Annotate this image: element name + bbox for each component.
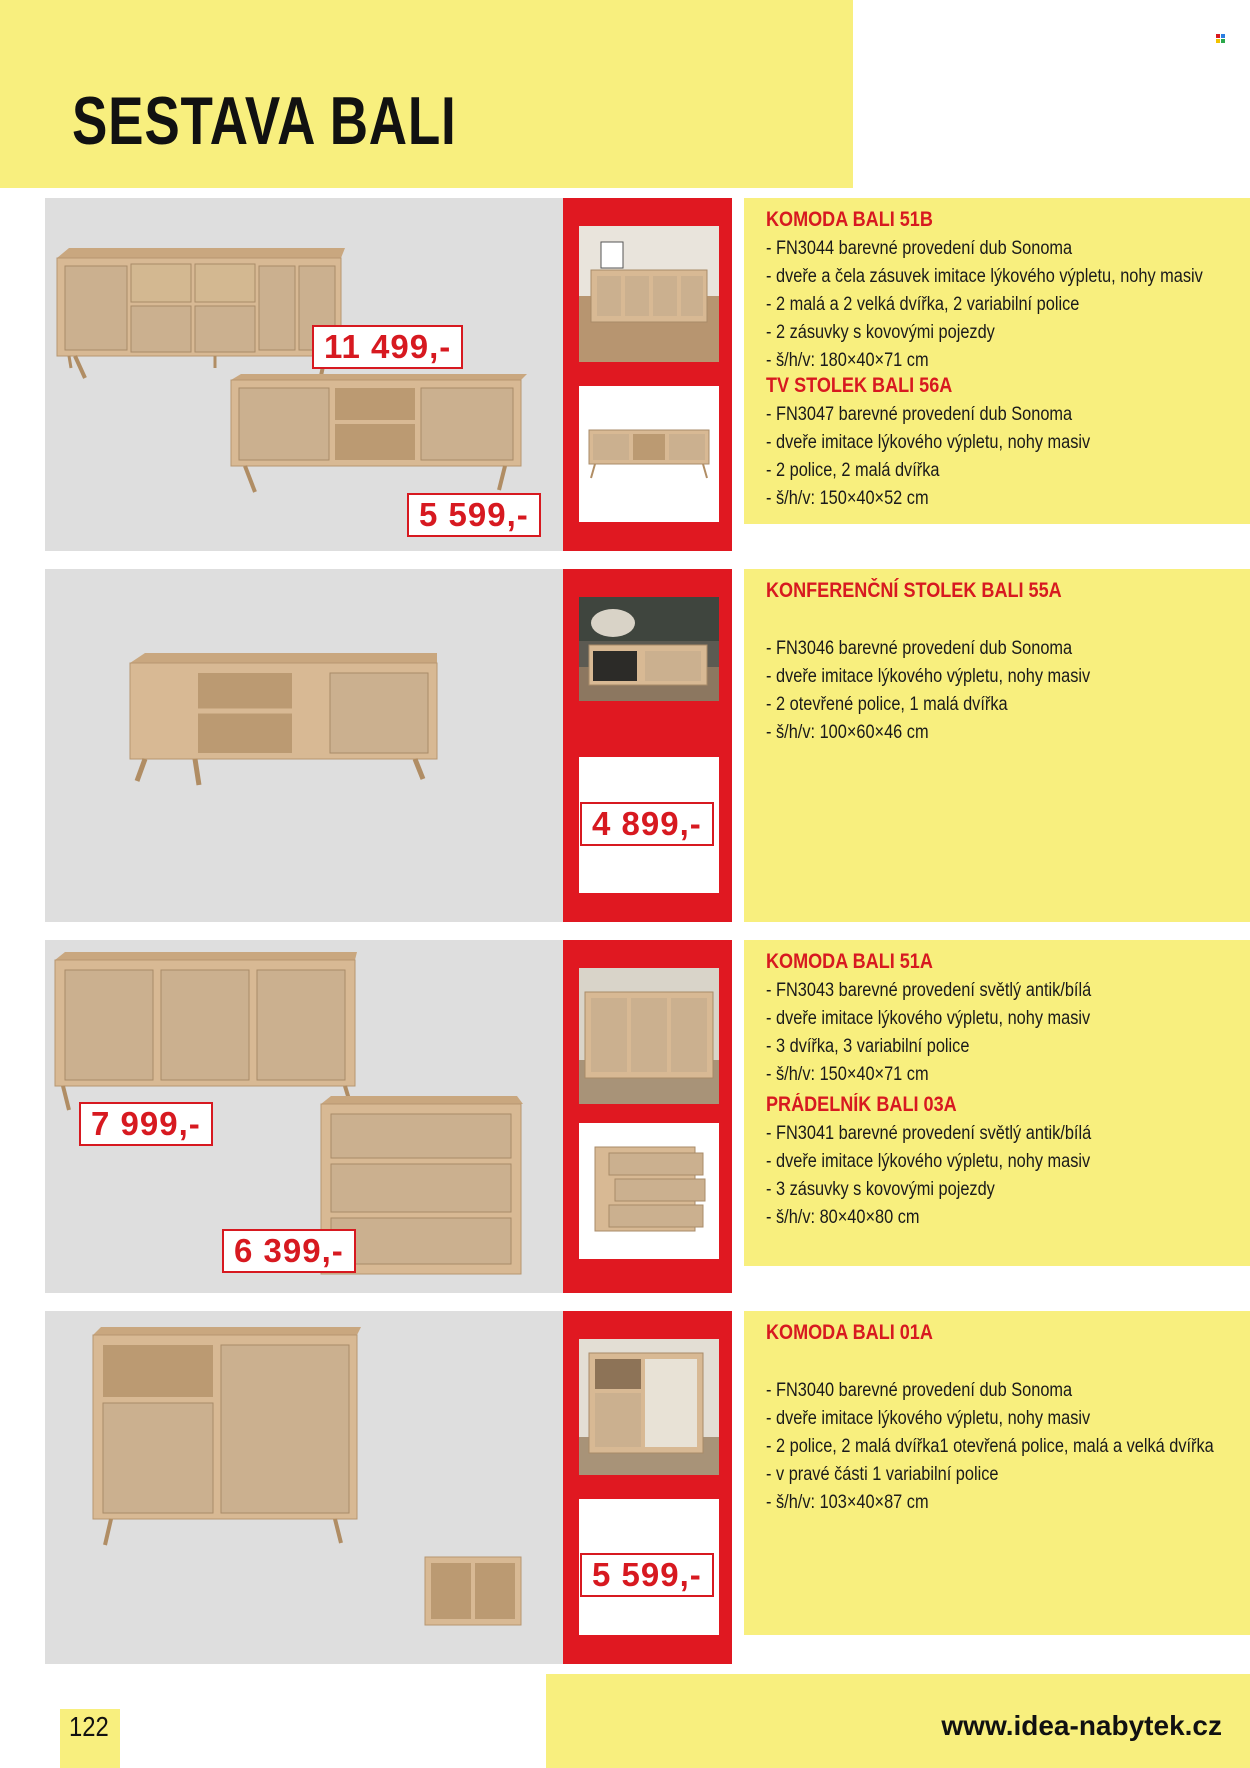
red-strip-1 [563,198,732,551]
page-number: 122 [69,1711,109,1742]
spec-line: - FN3041 barevné provedení světlý antik/bílá [766,1123,1092,1144]
product-title: KOMODA BALI 01A [766,1321,933,1344]
spec-list [766,977,1144,1089]
spec-line: - FN3044 barevné provedení dub Sonoma [766,238,1073,259]
product-info-panel-2 [744,569,1250,922]
spec-line: - 3 dvířka, 3 variabilní police [766,1036,970,1057]
product-photo-panel-2 [45,569,572,922]
sideboard-01a-image [45,1311,572,1664]
red-strip-2 [563,569,732,922]
spec-line: - dveře imitace lýkového výpletu, nohy masiv [766,432,1091,453]
sideboard-interior-photo [579,226,719,362]
product-title: PRÁDELNÍK BALI 03A [766,1093,957,1116]
spec-list [766,235,1250,375]
sideboard-01a-interior-photo [579,1339,719,1475]
spec-line: - 2 zásuvky s kovovými pojezdy [766,322,995,343]
spec-line: - dveře imitace lýkového výpletu, nohy masiv [766,1408,1091,1429]
spec-line: - 3 zásuvky s kovovými pojezdy [766,1179,995,1200]
spec-line: - 2 otevřené police, 1 malá dvířka [766,694,1008,715]
spec-line: - š/h/v: 150×40×52 cm [766,488,929,509]
spec-line: - FN3040 barevné provedení dub Sonoma [766,1380,1073,1401]
product-info-panel-3 [744,940,1250,1266]
page-title: SESTAVA BALI [72,83,457,159]
product-info-panel-4 [744,1311,1250,1635]
product-info-panel-1 [744,198,1250,524]
spec-list [766,1377,1250,1517]
spec-line: - dveře imitace lýkového výpletu, nohy masiv [766,1151,1091,1172]
product-title: KONFERENČNÍ STOLEK BALI 55A [766,579,1062,602]
spec-line: - š/h/v: 100×60×46 cm [766,722,929,743]
website-link[interactable]: www.idea-nabytek.cz [941,1710,1222,1741]
spec-line: - v pravé části 1 variabilní police [766,1464,999,1485]
price-tag: 7 999,- [79,1102,213,1146]
spec-line: - dveře imitace lýkového výpletu, nohy masiv [766,666,1091,687]
tv-stand-thumbnail [579,386,719,522]
spec-line: - FN3046 barevné provedení dub Sonoma [766,638,1073,659]
spec-line: - FN3047 barevné provedení dub Sonoma [766,404,1073,425]
price-tag: 5 599,- [407,493,541,537]
spec-line: - š/h/v: 150×40×71 cm [766,1064,929,1085]
product-title: TV STOLEK BALI 56A [766,374,953,397]
coffee-table-55a-image [45,569,572,922]
brand-mark-icon [1216,34,1225,43]
coffee-table-interior-photo [579,597,719,701]
red-strip-4 [563,1311,732,1664]
price-tag: 4 899,- [580,802,714,846]
spec-line: - 2 police, 2 malá dvířka1 otevřená police, malá a velká dvířka [766,1436,1214,1457]
spec-list [766,401,1143,513]
spec-line: - dveře imitace lýkového výpletu, nohy masiv [766,1008,1091,1029]
spec-line: - š/h/v: 103×40×87 cm [766,1492,929,1513]
spec-line: - 2 malá a 2 velká dvířka, 2 variabilní police [766,294,1080,315]
sideboard-51a-interior-photo [579,968,719,1104]
spec-line: - 2 police, 2 malá dvířka [766,460,940,481]
spec-line: - š/h/v: 180×40×71 cm [766,350,929,371]
chest-of-drawers-thumbnail [579,1123,719,1259]
spec-line: - š/h/v: 80×40×80 cm [766,1207,920,1228]
red-strip-3 [563,940,732,1293]
product-title: KOMODA BALI 51B [766,208,933,231]
product-photo-panel-4 [45,1311,572,1664]
price-tag: 5 599,- [580,1553,714,1597]
spec-line: - FN3043 barevné provedení světlý antik/bílá [766,980,1092,1001]
price-tag: 6 399,- [222,1229,356,1273]
spec-list [766,1120,1144,1232]
product-title: KOMODA BALI 51A [766,950,933,973]
spec-list [766,635,1143,747]
price-tag: 11 499,- [312,325,463,369]
spec-line: - dveře a čela zásuvek imitace lýkového výpletu, nohy masiv [766,266,1203,287]
